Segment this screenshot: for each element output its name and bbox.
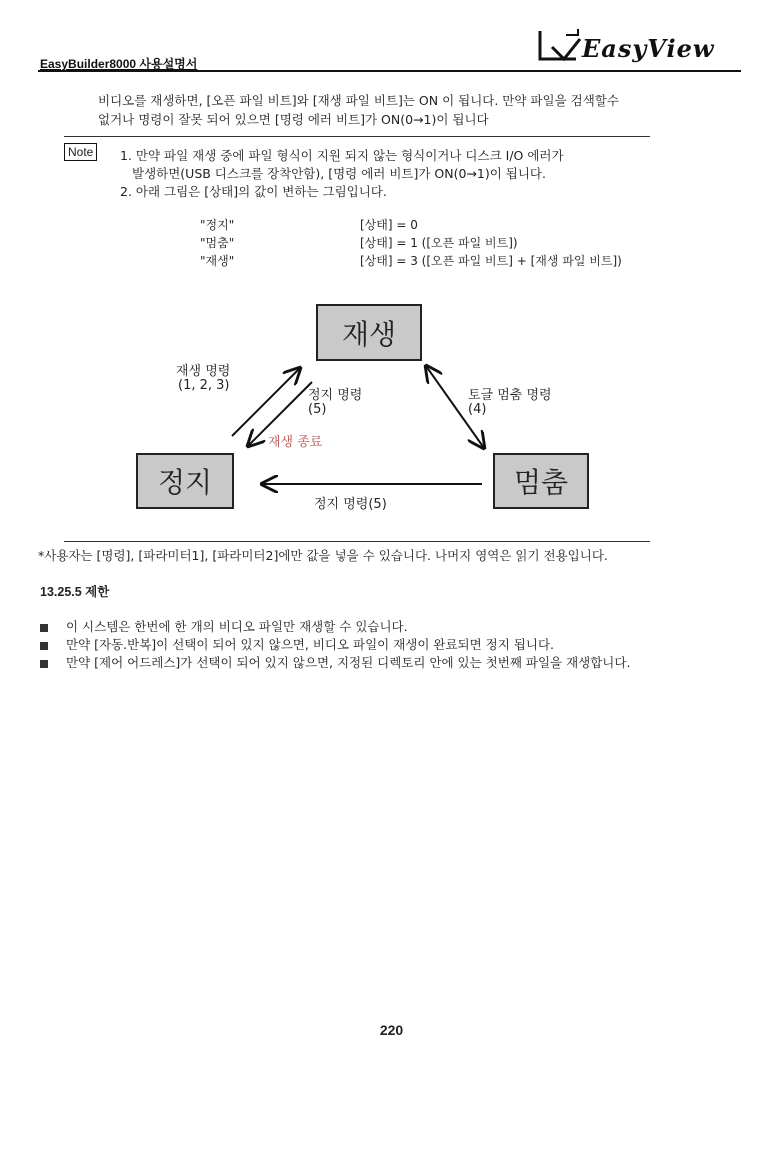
pause-state-box: 멈춤 [493,453,589,509]
header-divider [38,70,741,72]
page-number: 220 [379,1022,404,1038]
intro-line-1: 비디오를 재생하면, [오픈 파일 비트]와 [재생 파일 비트]는 ON 이 됩니다. 만약 파일을 검색할수 [98,93,619,108]
section-title: 13.25.5 제한 [40,585,110,599]
list-item [40,635,554,653]
play-command-label: 재생 명령 [176,364,231,379]
note-line-2: 발생하면(USB 디스크를 장착안함), [명령 에러 비트]가 ON(0→1)이 됩니다. [132,166,546,181]
toggle-pause-label: 토글 멈춤 명령 [468,388,552,403]
section-divider [64,136,650,137]
list-item [40,653,630,671]
intro-line-2: 없거나 명령이 잘못 되어 있으면 [명령 에러 비트]가 ON(0→1)이 됩니다 [98,112,489,127]
logo-text: EasyView [582,34,715,63]
state-value: [상태] = 0 [360,218,418,232]
note-label: Note [64,143,97,161]
note-line-3: 2. 아래 그림은 [상태]의 값이 변하는 그림입니다. [120,184,387,199]
state-name: "정지" [200,218,235,232]
diagram-divider [64,541,650,542]
stop-command-label: 정지 명령 [308,388,363,403]
toggle-pause-code: (4) [468,402,487,417]
bullet-square-icon [40,660,48,668]
list-item-text: 만약 [제어 어드레스]가 선택이 되어 있지 않으면, 지정된 디렉토리 안에 있는 첫번째 파일을 재생합니다. [66,655,631,670]
play-end-label: 재생 종료 [268,435,323,450]
stop-command-code: (5) [308,402,327,417]
state-name: "재생" [200,254,235,268]
footnote: *사용자는 [명령], [파라미터1], [파라미터2]에만 값을 넣을 수 있습니다. 나머지 영역은 읽기 전용입니다. [38,548,608,563]
note-line-1: 1. 만약 파일 재생 중에 파일 형식이 지원 되지 않는 형식이거나 디스크 I/O 에러가 [120,148,564,163]
list-item-text: 만약 [자동.반복]이 선택이 되어 있지 않으면, 비디오 파일이 재생이 완료되면 정지 됩니다. [66,637,555,652]
play-state-box: 재생 [316,304,422,361]
stop-command-bottom-label: 정지 명령(5) [314,497,387,512]
state-diagram [0,290,783,530]
state-value: [상태] = 3 ([오픈 파일 비트] + [재생 파일 비트]) [360,254,622,268]
state-name: "멈춤" [200,236,235,250]
list-item [40,617,408,635]
stop-state-box: 정지 [136,453,234,509]
state-value: [상태] = 1 ([오픈 파일 비트]) [360,236,518,250]
play-command-codes: (1, 2, 3) [178,378,230,393]
list-item-text: 이 시스템은 한번에 한 개의 비디오 파일만 재생할 수 있습니다. [66,619,408,634]
play-command-arrow [232,368,300,436]
bullet-square-icon [40,624,48,632]
easyview-logo [536,25,726,69]
manual-title: EasyBuilder8000 사용설명서 [40,57,198,71]
bullet-square-icon [40,642,48,650]
